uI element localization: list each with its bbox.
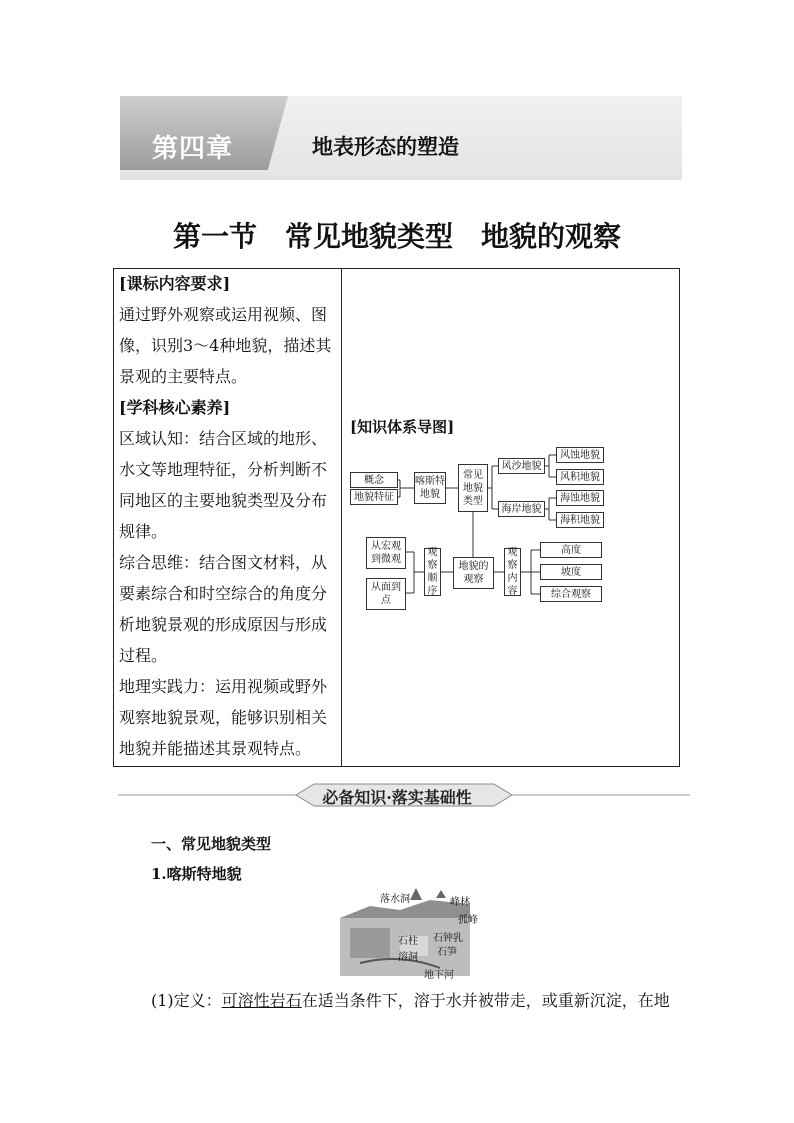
node-concept: 概念 bbox=[350, 472, 398, 488]
requirements-text: 通过野外观察或运用视频、图像，识别3～4种地貌，描述其景观的主要特点。 bbox=[119, 305, 332, 386]
label-peak-forest: 峰林 bbox=[450, 897, 470, 908]
node-overall: 综合观察 bbox=[540, 586, 602, 602]
label-pillar: 石柱 bbox=[398, 936, 418, 947]
literacy-heading: [学科核心素养] bbox=[119, 398, 231, 417]
definition-prefix: (1)定义： bbox=[151, 991, 222, 1010]
node-slope: 坡度 bbox=[540, 564, 602, 580]
node-sea-deposit: 海积地貌 bbox=[556, 512, 604, 528]
label-underground-river: 地下河 bbox=[424, 970, 454, 981]
node-order: 观察顺序 bbox=[424, 548, 441, 596]
literacy-item: 地理实践力：运用视频或野外观察地貌景观，能够识别相关地貌并能描述其景观特点。 bbox=[119, 677, 328, 758]
node-face-point: 从面到点 bbox=[366, 578, 406, 610]
node-macro: 从宏观到微观 bbox=[366, 537, 406, 569]
node-wind-deposit: 风积地貌 bbox=[556, 469, 604, 485]
mind-map-title: [知识体系导图] bbox=[350, 418, 455, 436]
chapter-title: 地表形态的塑造 bbox=[312, 134, 459, 159]
literacy-item: 综合思维：结合图文材料，从要素综合和时空综合的角度分析地貌景观的形成原因与形成过程。 bbox=[119, 553, 328, 665]
definition-text bbox=[151, 988, 670, 1011]
chapter-label: 第四章 bbox=[152, 134, 234, 164]
requirements-heading: [课标内容要求] bbox=[119, 274, 231, 293]
label-cave: 溶洞 bbox=[398, 952, 418, 963]
node-wind-erosion: 风蚀地貌 bbox=[556, 447, 604, 463]
node-height: 高度 bbox=[540, 542, 602, 558]
divider-label: 必备知识·落实基础性 bbox=[322, 788, 472, 807]
heading-landforms: 一、常见地貌类型 bbox=[151, 835, 272, 853]
label-stalagmite: 石笋 bbox=[437, 947, 457, 958]
section-title: 第一节 常见地貌类型 地貌的观察 bbox=[172, 220, 621, 253]
literacy-item: 区域认知：结合区域的地形、水文等地理特征，分析判断不同地区的主要地貌类型及分布规律。 bbox=[119, 429, 328, 541]
node-common: 常见地貌类型 bbox=[458, 464, 488, 512]
label-lone-peak: 孤峰 bbox=[458, 915, 478, 926]
heading-karst: 1.喀斯特地貌 bbox=[151, 865, 242, 883]
label-stalactite: 石钟乳 bbox=[433, 933, 463, 944]
node-sea-erosion: 海蚀地貌 bbox=[556, 490, 604, 506]
node-observe: 地貌的观察 bbox=[453, 557, 494, 589]
label-sinkhole: 落水洞 bbox=[380, 894, 410, 905]
node-features: 地貌特征 bbox=[350, 489, 398, 505]
node-content: 观察内容 bbox=[504, 548, 521, 596]
node-coastal: 海岸地貌 bbox=[498, 501, 545, 517]
node-aeolian: 风沙地貌 bbox=[498, 458, 545, 474]
definition-term: 可溶性岩石 bbox=[221, 991, 302, 1010]
node-karst: 喀斯特地貌 bbox=[414, 472, 446, 504]
definition-rest: 在适当条件下，溶于水并被带走，或重新沉淀，在地 bbox=[301, 991, 670, 1010]
